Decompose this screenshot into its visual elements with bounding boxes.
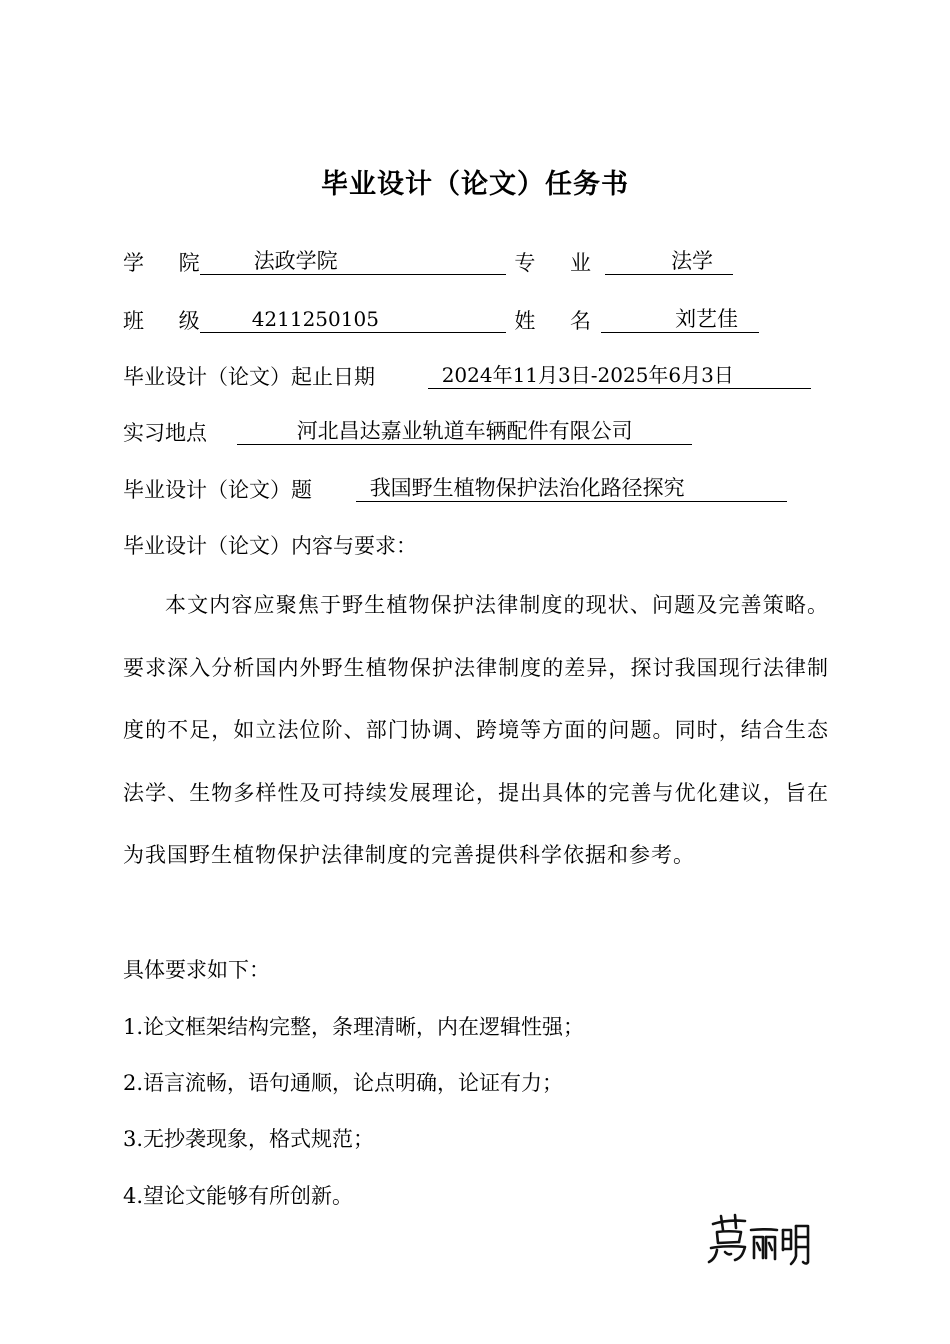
requirements-heading: 具体要求如下： — [123, 958, 270, 982]
location-label: 实习地点 — [123, 421, 207, 445]
class-label: 班 级 — [123, 309, 214, 333]
document-title: 毕业设计（论文）任务书 — [321, 169, 629, 200]
requirement-item: 2.语言流畅，语句通顺，论点明确，论证有力； — [123, 1071, 564, 1095]
requirement-item: 3.无抄袭现象，格式规范； — [123, 1127, 375, 1151]
row-topic — [123, 475, 787, 505]
content-label: 毕业设计（论文）内容与要求： — [123, 534, 417, 558]
name-label: 姓 名 — [514, 309, 606, 333]
period-value: 2024年11月3日-2025年6月3日 — [428, 362, 811, 389]
class-value: 4211250105 — [200, 306, 506, 333]
requirement-item: 4.望论文能够有所创新。 — [123, 1184, 354, 1208]
period-label: 毕业设计（论文）起止日期 — [123, 365, 375, 389]
row-location — [123, 418, 692, 448]
college-value: 法政学院 — [200, 248, 506, 275]
topic-label: 毕业设计（论文）题 — [123, 478, 312, 502]
college-label: 学 院 — [123, 251, 214, 275]
content-paragraph: 本文内容应聚焦于野生植物保护法律制度的现状、问题及完善策略。要求深入分析国内外野生植物保护法律制度的差异，探讨我国现行法律制度的不足，如立法位阶、部门协调、跨境等方面的问题。同时，结合生态法学、生物多样性及可持续发展理论，提出具体的完善与优化建议，旨在为我国野生植物保护法律制度的完善提供科学依据和参考。 — [123, 593, 829, 867]
signature — [705, 1212, 815, 1268]
name-value: 刘艺佳 — [601, 306, 759, 333]
row-class-name — [123, 306, 759, 336]
major-label: 专 业 — [514, 251, 606, 275]
row-college-major — [123, 248, 733, 278]
major-value: 法学 — [605, 248, 733, 275]
row-period — [123, 362, 811, 392]
location-value: 河北昌达嘉业轨道车辆配件有限公司 — [237, 418, 692, 445]
requirement-item: 1.论文框架结构完整，条理清晰，内在逻辑性强； — [123, 1015, 585, 1039]
topic-value: 我国野生植物保护法治化路径探究 — [356, 475, 787, 502]
